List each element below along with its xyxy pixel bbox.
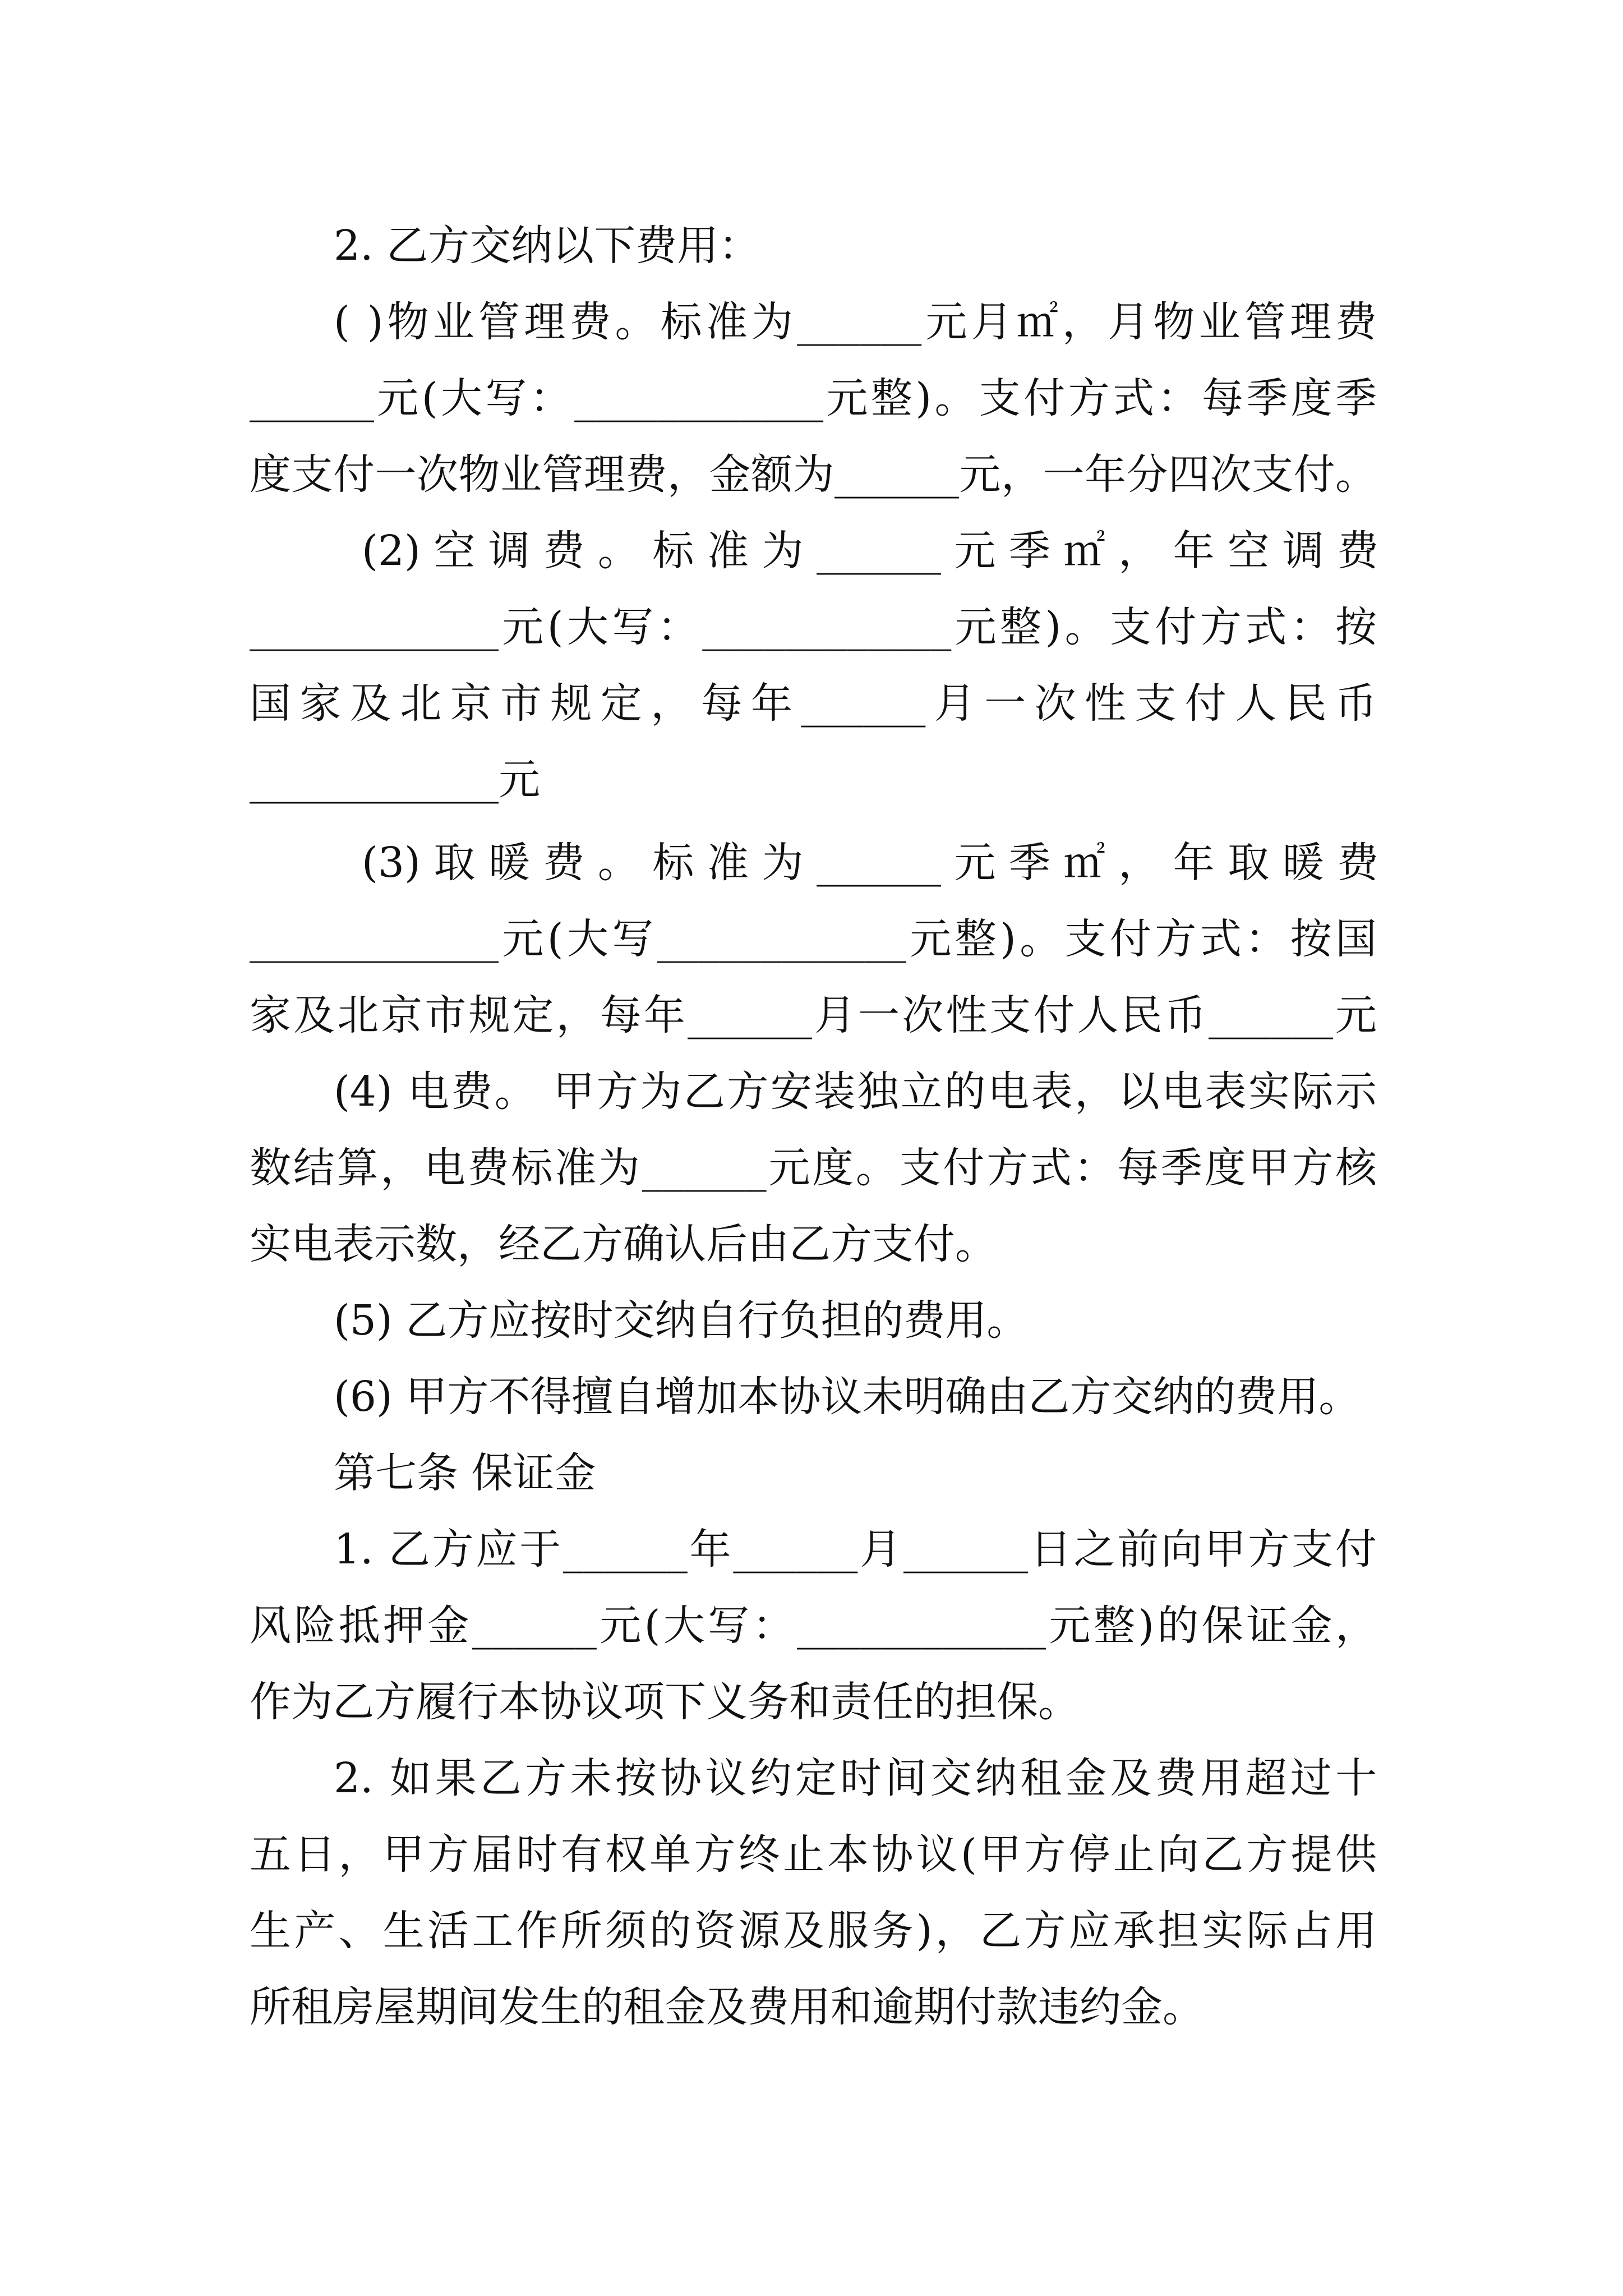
text-line-16: (6) 甲方不得擅自增加本协议未明确由乙方交纳的费用。 [334, 1373, 1361, 1421]
text-line-22: 五日，甲方届时有权单方终止本协议(甲方停止向乙方提供 [250, 1830, 1377, 1879]
section-heading: 第七条 保证金 [334, 1449, 596, 1497]
text-line-21: 2. 如果乙方未按协议约定时间交纳租金及费用超过十 [334, 1754, 1377, 1802]
text-line-18: 1. 乙方应于______年______月______日之前向甲方支付 [334, 1525, 1377, 1573]
text-line-1: 2. 乙方交纳以下费用： [334, 222, 760, 270]
text-line-19: 风险抵押金______元(大写：____________元整)的保证金， [250, 1602, 1377, 1650]
text-line-5: (2) 空 调 费 。 标 准 为 ______ 元 季 ㎡ ， 年 空 调 费 [362, 527, 1379, 575]
text-line-10: ____________元(大写____________元整)。支付方式：按国 [250, 915, 1377, 963]
text-line-7: 国家及北京市规定，每年______月一次性支付人民币 [250, 679, 1377, 728]
text-line-8: ____________元 [250, 756, 540, 804]
text-line-11: 家及北京市规定，每年______月一次性支付人民币______元 [250, 991, 1377, 1039]
text-line-9: (3) 取 暖 费 。 标 准 为 ______ 元 季 ㎡ ， 年 取 暖 费 [362, 839, 1379, 887]
text-line-6: ____________元(大写：____________元整)。支付方式：按 [250, 603, 1377, 651]
text-line-20: 作为乙方履行本协议项下义务和责任的担保。 [250, 1678, 1080, 1726]
text-line-15: (5) 乙方应按时交纳自行负担的费用。 [334, 1296, 1029, 1345]
text-line-14: 实电表示数，经乙方确认后由乙方支付。 [250, 1220, 997, 1268]
document-page [250, 208, 1377, 2045]
text-line-12: (4) 电费。 甲方为乙方安装独立的电表，以电表实际示 [334, 1068, 1377, 1116]
text-line-3: ______元(大写：____________元整)。支付方式：每季度季 [250, 374, 1377, 422]
text-line-2: ( )物业管理费。标准为______元月㎡，月物业管理费 [334, 298, 1377, 346]
text-line-23: 生产、生活工作所须的资源及服务)，乙方应承担实际占用 [250, 1907, 1377, 1955]
text-line-4: 度支付一次物业管理费，金额为______元，一年分四次支付。 [250, 450, 1377, 499]
text-line-24: 所租房屋期间发生的租金及费用和逾期付款违约金。 [250, 1983, 1204, 2031]
text-line-13: 数结算，电费标准为______元度。支付方式：每季度甲方核 [250, 1144, 1377, 1192]
